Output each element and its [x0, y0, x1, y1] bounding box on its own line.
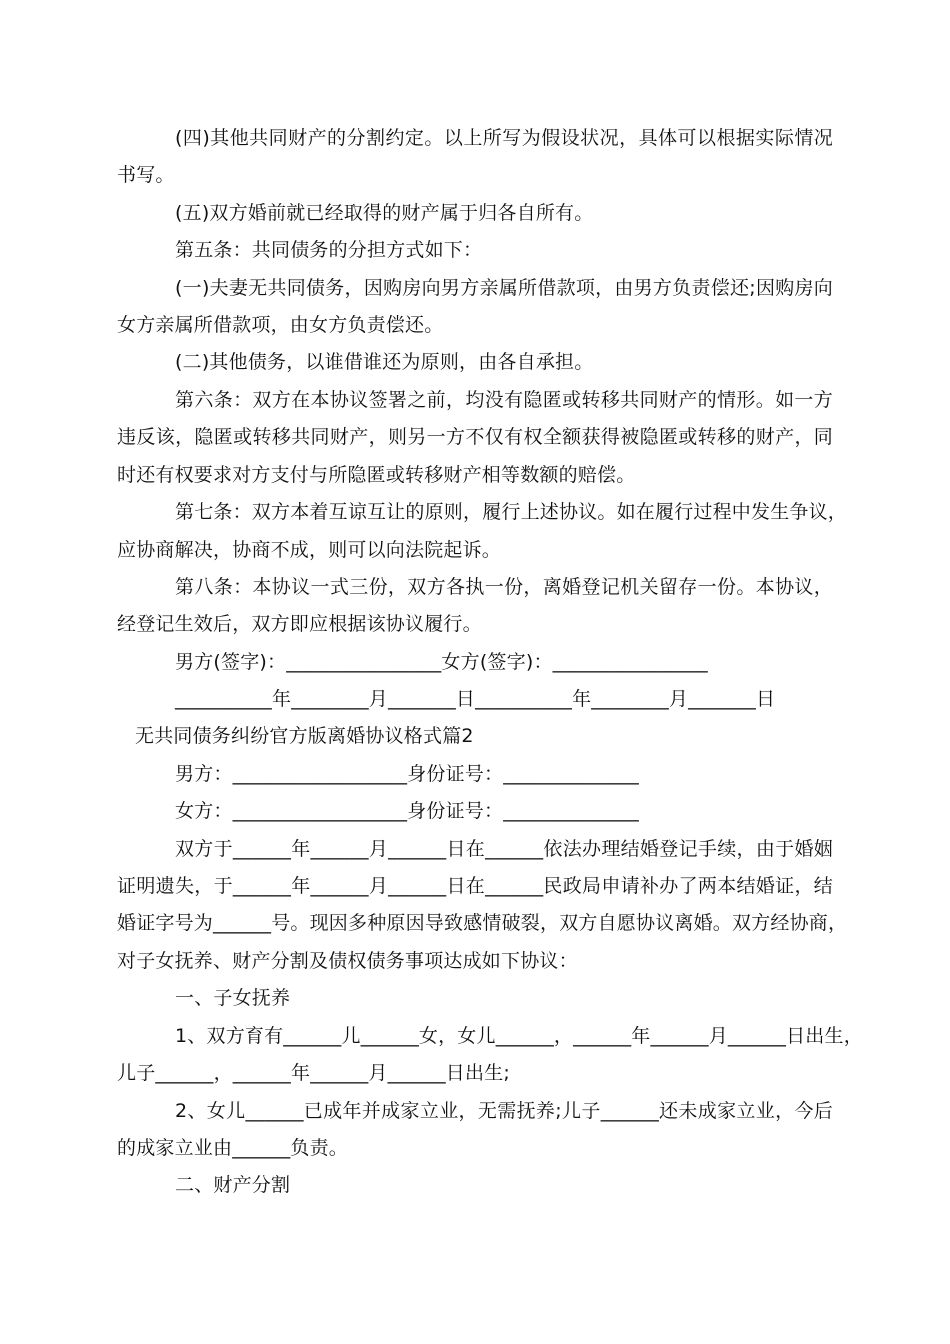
article-8-line-2: 经登记生效后，双方即应根据该协议履行。: [117, 613, 482, 635]
article-8-line-1: 第八条：本协议一式三份，双方各执一份，离婚登记机关留存一份。本协议，: [175, 576, 833, 598]
female-party-line: 女方：__________________身份证号：______________: [175, 800, 640, 822]
custody-item-1-line-1: 1、双方育有______儿______女，女儿______，______年______月______日出生，: [175, 1025, 863, 1047]
article-7-line-1: 第七条：双方本着互谅互让的原则，履行上述协议。如在履行过程中发生争议，: [175, 501, 848, 523]
signature-date-line: __________年________月_______日__________年________月_______日: [175, 688, 776, 710]
signature-line: 男方(签字)：________________女方(签字)：________________: [175, 651, 708, 673]
intro-paragraph-line-1: 双方于______年______月______日在______依法办理结婚登记手续，由于婚姻: [175, 838, 833, 860]
article-5-heading: 第五条：共同债务的分担方式如下：: [175, 239, 483, 261]
intro-paragraph-line-2: 证明遗失，于______年______月______日在______民政局申请补办了两本结婚证，结: [117, 875, 833, 897]
debt-clause-1-line-2: 女方亲属所借款项，由女方负责偿还。: [117, 314, 444, 336]
custody-item-2-line-2: 的成家立业由______负责。: [117, 1137, 349, 1159]
custody-item-2-line-1: 2、女儿______已成年并成家立业，无需抚养;儿子______还未成家立业，今后: [175, 1100, 833, 1122]
male-party-line: 男方：__________________身份证号：______________: [175, 763, 640, 785]
custody-item-1-line-2: 儿子______，______年______月______日出生;: [117, 1062, 511, 1084]
section-child-custody-heading: 一、子女抚养: [175, 987, 291, 1009]
intro-paragraph-line-3: 婚证字号为______号。现因多种原因导致感情破裂，双方自愿协议离婚。双方经协商，: [117, 912, 848, 934]
article-6-line-2: 违反该，隐匿或转移共同财产，则另一方不仅有权全额获得被隐匿或转移的财产，同: [117, 426, 833, 448]
intro-paragraph-line-4: 对子女抚养、财产分割及债权债务事项达成如下协议：: [117, 950, 578, 972]
section-property-division-heading: 二、财产分割: [175, 1174, 291, 1196]
clause-4-other-property-line-2: 书写。: [117, 164, 175, 186]
article-6-line-1: 第六条：双方在本协议签署之前，均没有隐匿或转移共同财产的情形。如一方: [175, 389, 833, 411]
clause-5-premarital-property: (五)双方婚前就已经取得的财产属于归各自所有。: [175, 202, 594, 224]
debt-clause-1-line-1: (一)夫妻无共同债务，因购房向男方亲属所借款项，由男方负责偿还;因购房向: [175, 277, 833, 299]
section-title-part-2: 无共同债务纠纷官方版离婚协议格式篇2: [135, 725, 474, 747]
clause-4-other-property-line-1: (四)其他共同财产的分割约定。以上所写为假设状况，具体可以根据实际情况: [175, 127, 833, 149]
article-7-line-2: 应协商解决，协商不成，则可以向法院起诉。: [117, 539, 502, 561]
debt-clause-2: (二)其他债务，以谁借谁还为原则，由各自承担。: [175, 351, 594, 373]
article-6-line-3: 时还有权要求对方支付与所隐匿或转移财产相等数额的赔偿。: [117, 464, 636, 486]
